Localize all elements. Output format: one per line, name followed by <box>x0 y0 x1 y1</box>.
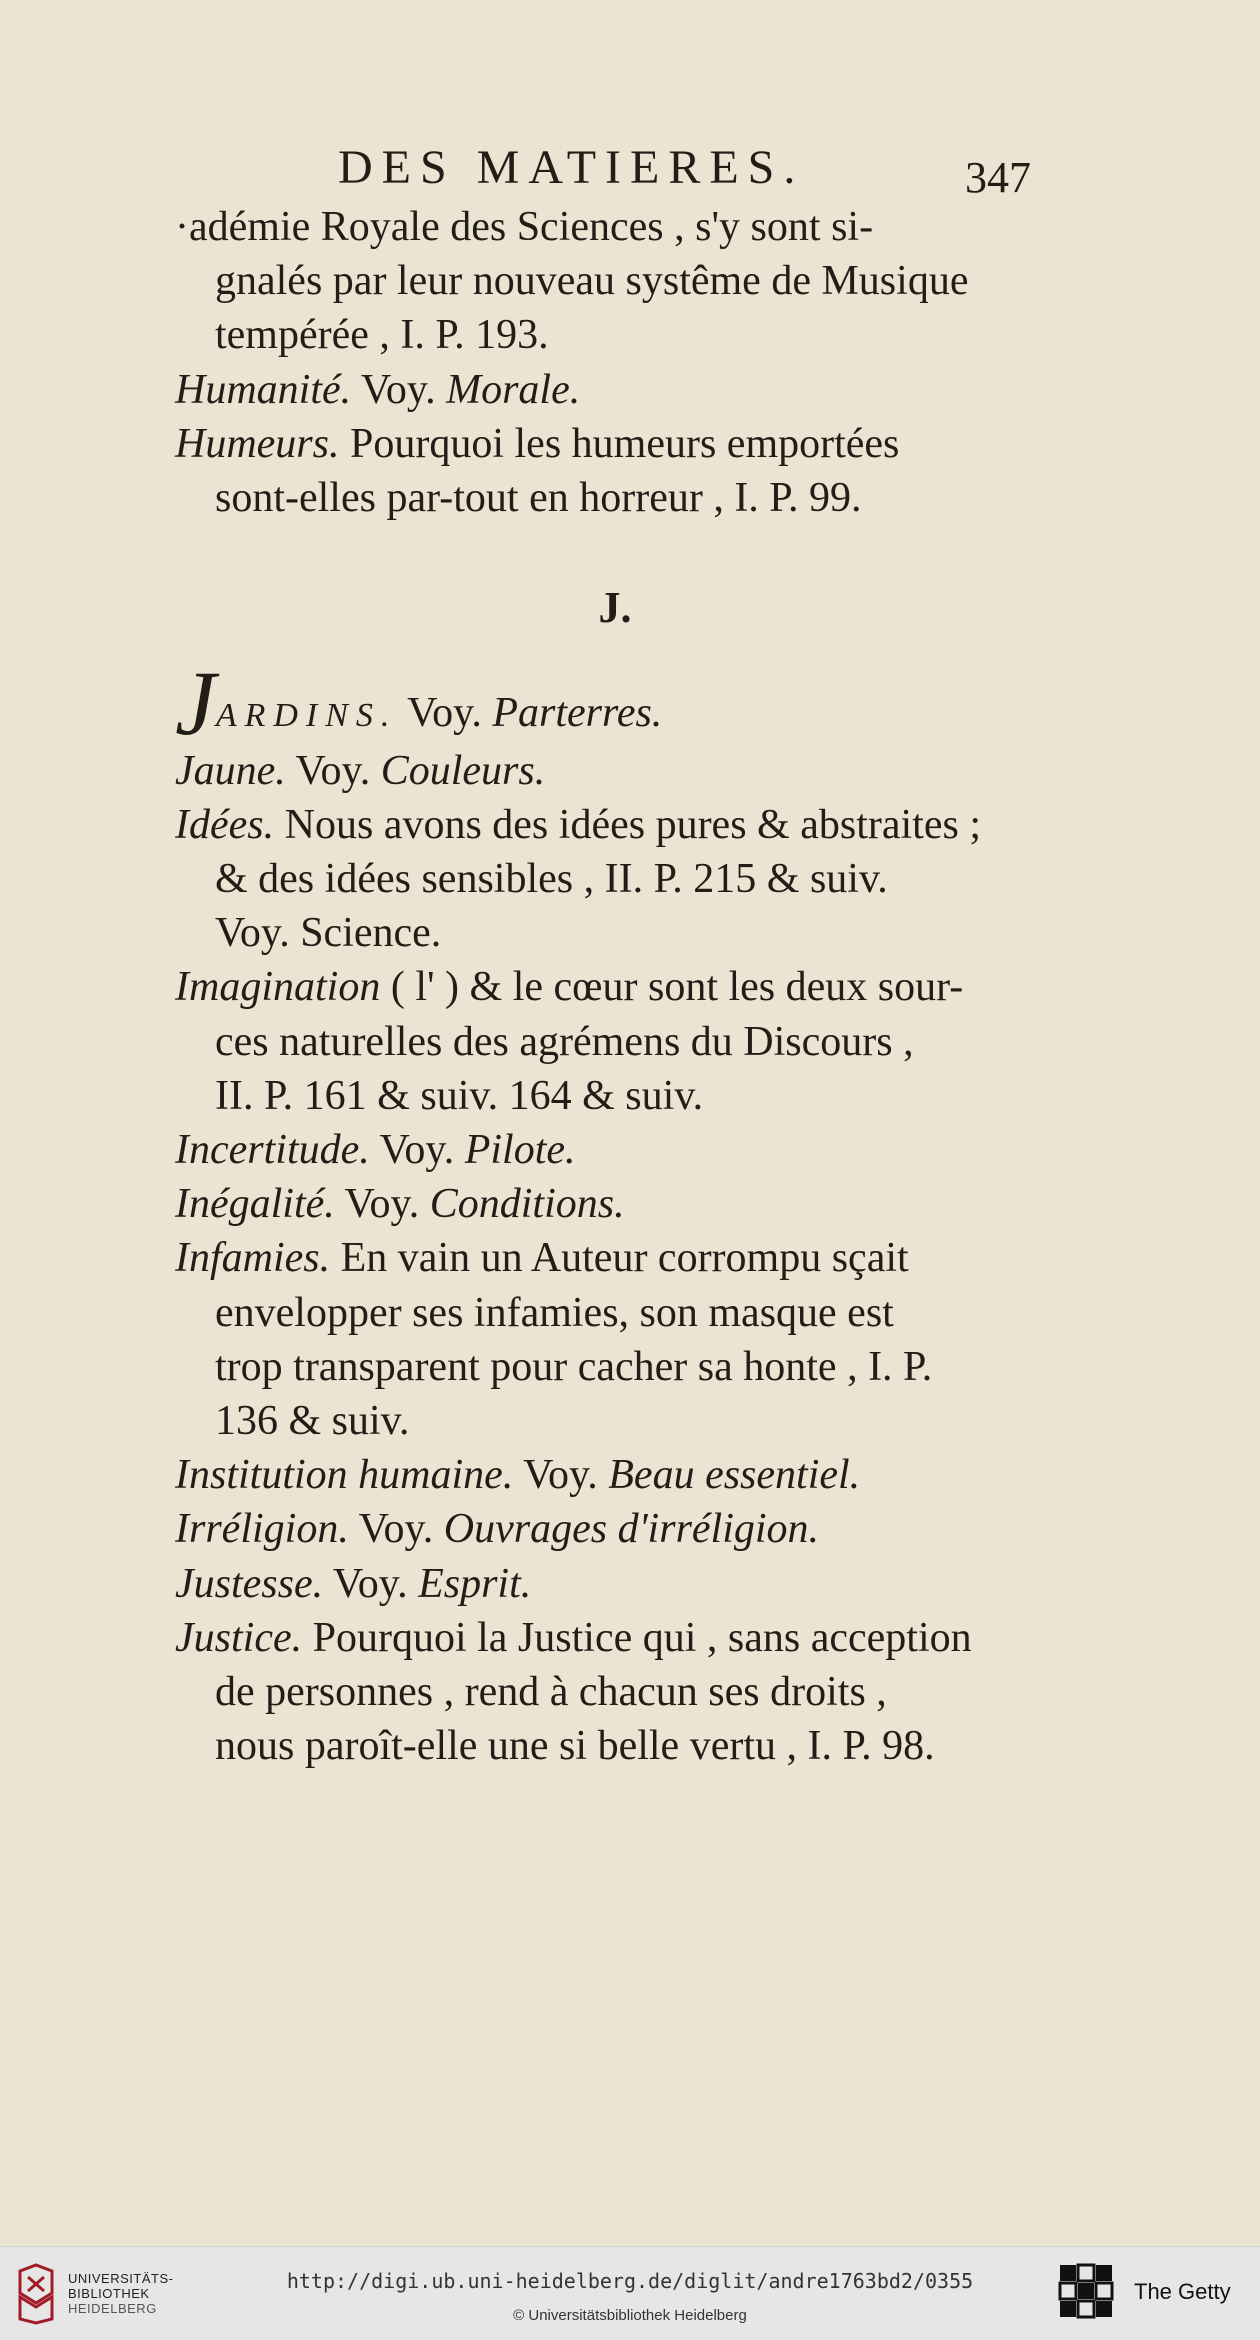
cross-reference: Morale. <box>446 366 581 413</box>
section-letter: J. <box>598 583 632 633</box>
index-entry-humeurs: Humeurs. Pourquoi les humeurs emportées sont-elles par-tout en horreur , I. P. 99. <box>175 420 900 522</box>
headword: Incertitude. <box>175 1127 370 1174</box>
cross-reference: Ouvrages d'irréligion. <box>443 1506 820 1553</box>
cross-reference: Esprit. <box>418 1560 532 1607</box>
drop-cap: J <box>175 652 216 755</box>
index-entry-humanite: Humanité. Voy. Morale. <box>175 366 581 413</box>
index-entry-imagination: Imagination ( l' ) & le cœur sont les deux sour- ces naturelles des agrémens du Discours , II. P. 161 & suiv. 164 & suiv. <box>175 964 964 1119</box>
running-head: DES MATIERES. <box>338 141 805 194</box>
index-entry-justice: Justice. Pourquoi la Justice qui , sans acception de personnes , rend à chacun ses droits , nous paroît-elle une si belle vertu , I. P. 98. <box>175 1614 972 1770</box>
headword: Institution humaine. <box>175 1452 514 1499</box>
headword: Humeurs. <box>175 420 340 467</box>
university-library-name: UNIVERSITÄTS- BIBLIOTHEK HEIDELBERG <box>68 2271 174 2316</box>
index-entry-continuation: ·adémie Royale des Sciences , s'y sont si- gnalés par leur nouveau systême de Musique tempérée , I. P. 193. <box>175 204 969 359</box>
index-entry-incertitude: Incertitude. Voy. Pilote. <box>175 1127 576 1174</box>
cross-reference: Couleurs. <box>380 747 546 794</box>
index-entry-infamies: Infamies. En vain un Auteur corrompu sçait envelopper ses infamies, son masque est trop transparent pour cacher sa honte , I. P. 136 & suiv. <box>175 1235 933 1445</box>
index-entry-inegalite: Inégalité. Voy. Conditions. <box>175 1181 625 1228</box>
headword: Justice. <box>175 1614 303 1661</box>
headword: Idées. <box>175 801 275 848</box>
getty-name: The Getty <box>1134 2279 1231 2304</box>
headword: Jaune. <box>175 747 286 794</box>
source-url-link[interactable]: http://digi.ub.uni-heidelberg.de/diglit/andre1763bd2/0355 <box>286 2269 974 2293</box>
headword: Justesse. <box>175 1560 324 1607</box>
cross-reference: Pilote. <box>464 1127 576 1174</box>
copyright-notice: © Universitätsbibliothek Heidelberg <box>513 2307 747 2324</box>
index-entry-justesse: Justesse. Voy. Esprit. <box>175 1560 532 1607</box>
headword: ARDINS. <box>215 697 398 735</box>
headword: Humanité. <box>175 366 352 413</box>
headword: Imagination <box>175 964 381 1011</box>
footer-bar <box>0 2246 1260 2340</box>
getty-logo-icon <box>1058 2263 1114 2321</box>
page-number: 347 <box>965 153 1031 202</box>
index-entry-institution: Institution humaine. Voy. Beau essentiel. <box>175 1452 861 1499</box>
cross-reference: Parterres. <box>492 690 663 737</box>
cross-reference: Beau essentiel. <box>608 1452 861 1499</box>
cross-reference: Conditions. <box>429 1181 625 1228</box>
index-entry-jardins: JARDINS. Voy. Parterres. <box>175 652 663 755</box>
headword: Inégalité. <box>175 1181 335 1228</box>
headword: Infamies. <box>175 1235 331 1282</box>
index-entry-irreligion: Irréligion. Voy. Ouvrages d'irréligion. <box>175 1506 820 1553</box>
index-entry-jaune: Jaune. Voy. Couleurs. <box>175 747 546 794</box>
index-text <box>175 200 1095 1773</box>
index-entry-idees: Idées. Nous avons des idées pures & abstraites ; & des idées sensibles , II. P. 215 & suiv. Voy. Science. <box>175 801 981 957</box>
headword: Irréligion. <box>175 1506 349 1553</box>
